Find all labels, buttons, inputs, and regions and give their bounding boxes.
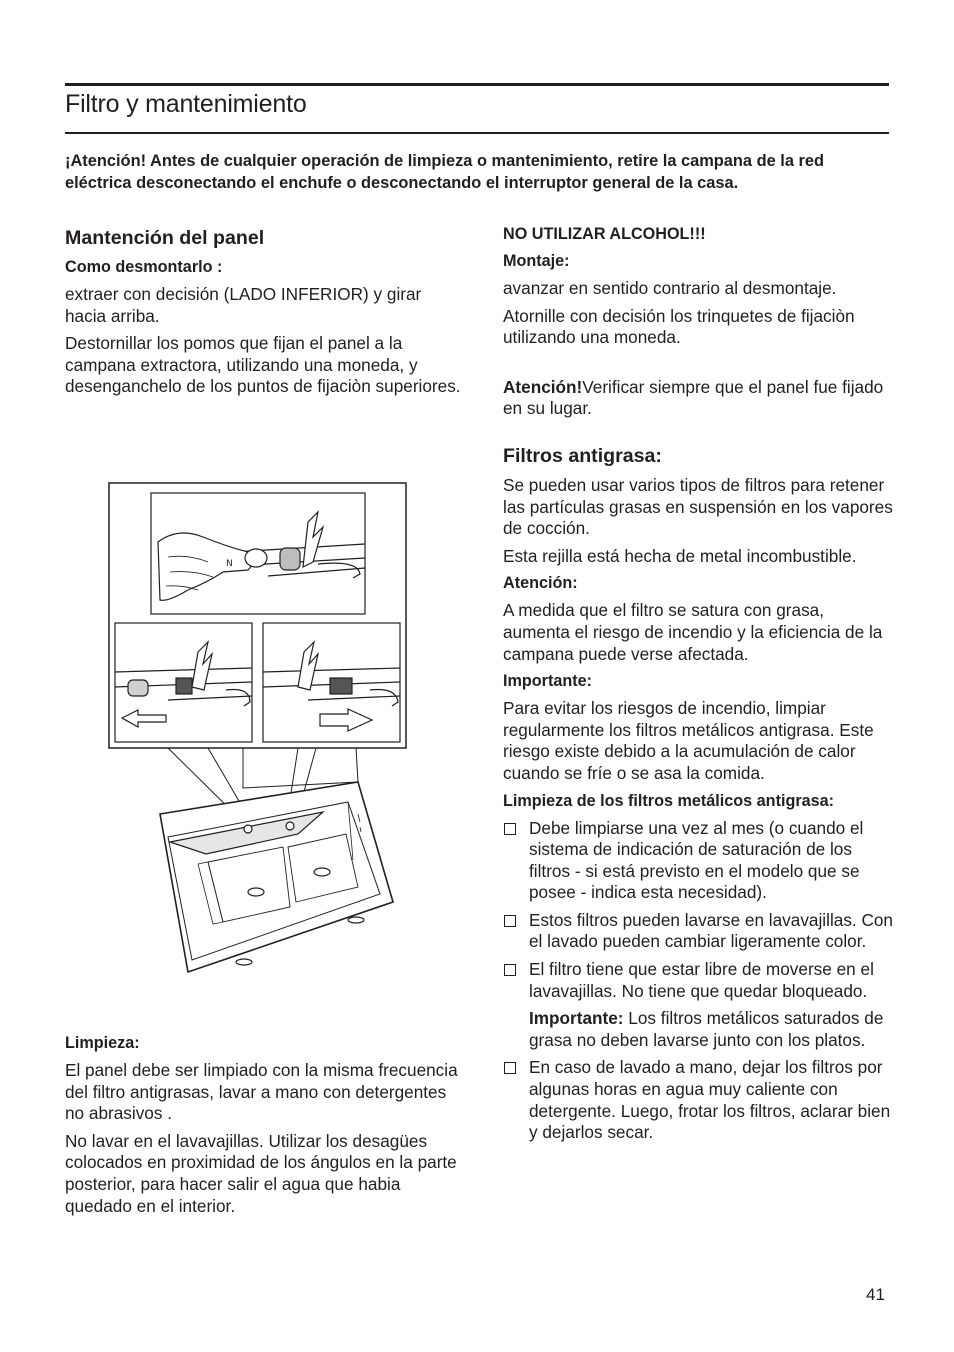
right-column xyxy=(503,224,895,1150)
subheading-montaje: Montaje: xyxy=(503,252,570,270)
hand-icon xyxy=(158,533,253,600)
paragraph-atornille: Atornille con decisión los trinquetes de fijaciòn utilizando una moneda. xyxy=(503,305,855,348)
svg-text:N: N xyxy=(226,559,233,569)
paragraph-extraer: extraer con decisión (LADO INFERIOR) y girar hacia arriba. xyxy=(65,284,422,326)
left-column xyxy=(65,226,465,404)
left-column-lower xyxy=(65,1033,465,1223)
checkbox-icon xyxy=(504,964,516,976)
paragraph-satura: A medida que el filtro se satura con grasa, aumenta el riesgo de incendio y la eficiencia de la campana puede verse afectada. xyxy=(503,600,883,664)
paragraph-tipos-filtros: Se pueden usar varios tipos de filtros para retener las partículas grasas en suspensión en los vapores de cocción. xyxy=(503,474,893,539)
list-item: El filtro tiene que estar libre de moverse en el lavavajillas. No tiene que quedar bloqueado. Importante: Los filtros metálicos saturados de grasa no deben lavarse junto con los platos. xyxy=(503,959,895,1051)
no-alcohol-warning: NO UTILIZAR ALCOHOL!!! xyxy=(503,225,706,243)
panel-removal-illustration xyxy=(108,482,408,982)
cleaning-checklist xyxy=(503,818,895,1144)
page-number: 41 xyxy=(866,1285,885,1304)
section-heading-panel: Mantención del panel xyxy=(65,227,265,249)
importante-note: Importante: Los filtros metálicos saturados de grasa no deben lavarse junto con los platos. xyxy=(529,1008,884,1050)
paragraph-riesgos: Para evitar los riesgos de incendio, limpiar regularmente los filtros metálicos antigrasa. Este riesgo existe debido a la acumulación de calor cuando se fríe o se asa la comida. xyxy=(503,698,874,783)
safety-warning: ¡Atención! Antes de cualquier operación de limpieza o mantenimiento, retire la campana de la red eléctrica desconectando el enchufe o desconectando el interruptor general de la casa. xyxy=(65,152,825,192)
paragraph-limpieza: El panel debe ser limpiado con la misma frecuencia del filtro antigrasas, lavar a mano con detergentes no abrasivos . xyxy=(65,1060,458,1124)
section-heading-filtros: Filtros antigrasa: xyxy=(503,444,662,467)
checkbox-icon xyxy=(504,1062,516,1074)
paragraph-rejilla: Esta rejilla está hecha de metal incombustible. xyxy=(503,545,857,566)
header-top-rule xyxy=(65,83,889,86)
subheading-limpieza-filtros: Limpieza de los filtros metálicos antigrasa: xyxy=(503,791,835,810)
atencion-text: Verificar siempre que el panel fue fijado en su lugar. xyxy=(503,376,884,419)
subheading-limpieza: Limpieza: xyxy=(65,1034,140,1052)
arrow-left-icon xyxy=(122,710,166,727)
checkbox-icon xyxy=(504,823,516,835)
list-item: En caso de lavado a mano, dejar los filtros por algunas horas en agua muy caliente con detergente. Luego, frotar los filtros, aclarar bien y dejarlos secar. xyxy=(503,1057,895,1143)
checkbox-icon xyxy=(504,915,516,927)
paragraph-no-lavar: No lavar en el lavavajillas. Utilizar los desagües colocados en proximidad de los ángulos en la parte posterior, para hacer salir el agua que habia quedado en el interior. xyxy=(65,1130,457,1216)
paragraph-destornillar: Destornillar los pomos que fijan el panel a la campana extractora, utilizando una moneda, y desenganchelo de los puntos de fijaciòn superiores. xyxy=(65,333,461,397)
arrow-right-icon xyxy=(320,709,372,731)
subheading-importante: Importante: xyxy=(503,672,593,691)
atencion-label: Atención! xyxy=(503,376,583,397)
page-title: Filtro y mantenimiento xyxy=(65,90,307,118)
subheading-atencion: Atención: xyxy=(503,574,578,593)
illustration-frame xyxy=(109,483,406,748)
paragraph-atencion-panel xyxy=(503,377,895,420)
header-bottom-rule xyxy=(65,132,889,134)
list-item: Estos filtros pueden lavarse en lavavajillas. Con el lavado pueden cambiar ligeramente color. xyxy=(503,910,895,953)
list-item: Debe limpiarse una vez al mes (o cuando el sistema de indicación de saturación de los filtros - si está previsto en el modelo que se posee - indica esta necesidad). xyxy=(503,818,895,904)
hood-drawing xyxy=(160,748,393,972)
subheading-desmontar: Como desmontarlo : xyxy=(65,258,223,276)
paragraph-avanzar: avanzar en sentido contrario al desmontaje. xyxy=(503,278,837,298)
